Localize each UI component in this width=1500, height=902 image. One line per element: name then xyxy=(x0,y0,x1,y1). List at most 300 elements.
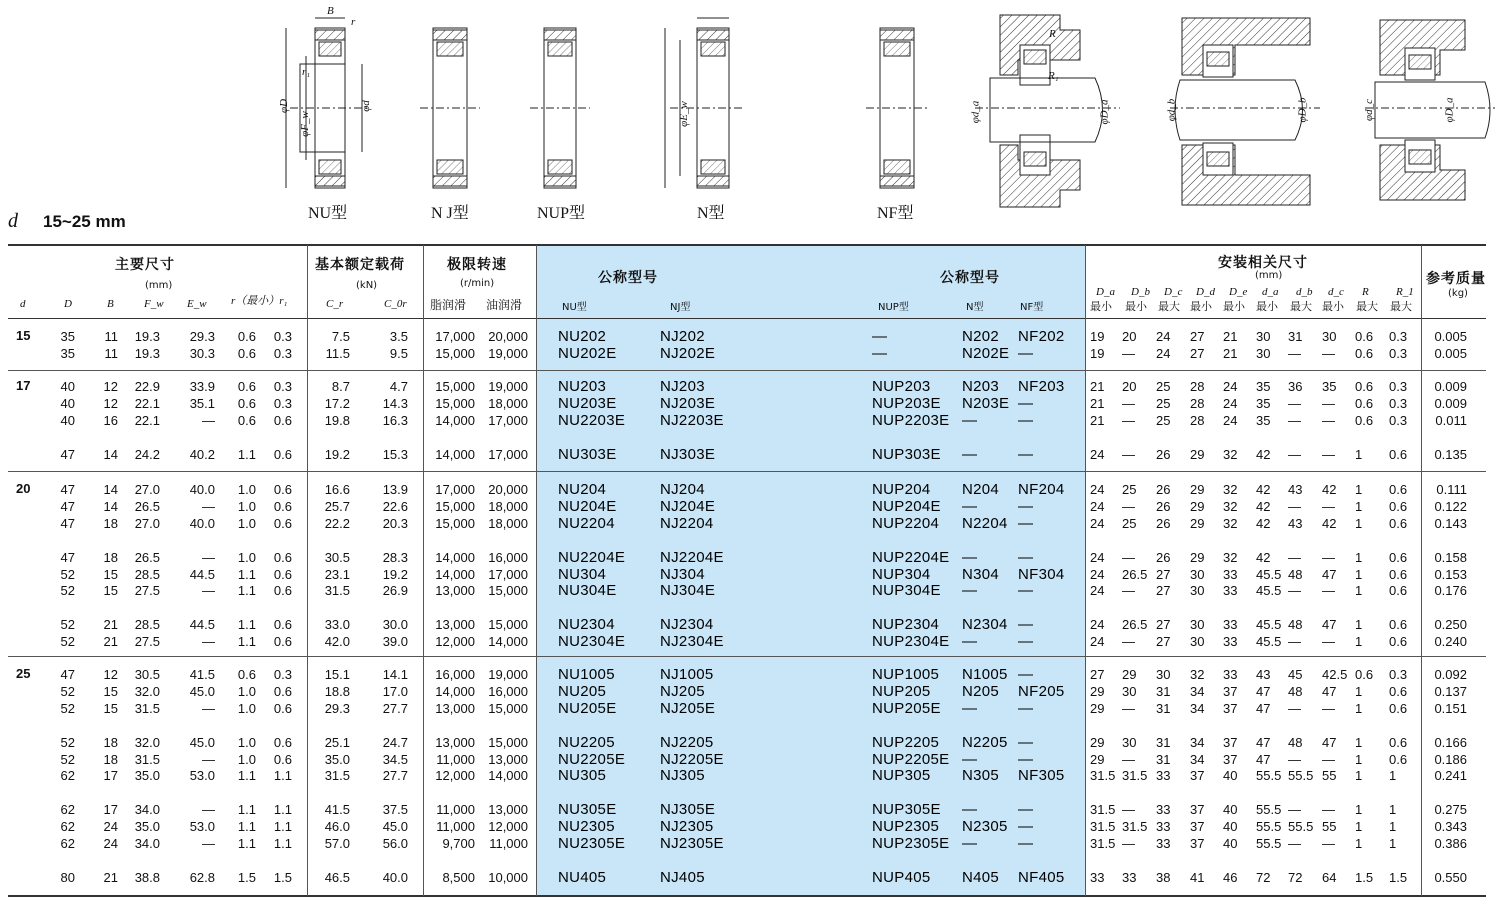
model-cell: NUP405 xyxy=(872,868,931,886)
value-cell: 19.2 xyxy=(382,566,408,582)
dim-label-phi-d-outer: φD xyxy=(278,98,291,114)
value-cell: 0.005 xyxy=(1434,345,1467,361)
value-cell: 24 xyxy=(103,819,118,835)
value-cell: 31.5 xyxy=(1122,768,1148,784)
value-cell: 0.6 xyxy=(237,395,256,411)
value-cell: 27.0 xyxy=(134,482,160,497)
value-cell: 22.1 xyxy=(134,395,160,411)
value-cell: 0.176 xyxy=(1434,583,1467,599)
value-cell: 25 xyxy=(1122,482,1137,497)
group-bore-d: 20 xyxy=(16,481,31,496)
model-cell: — xyxy=(962,548,978,566)
value-cell: 37 xyxy=(1190,836,1205,851)
value-cell: 0.6 xyxy=(273,566,292,582)
group-rule-25 xyxy=(8,656,1486,657)
model-cell: — xyxy=(962,445,978,463)
value-cell: 0.111 xyxy=(1436,482,1467,497)
value-cell: — xyxy=(202,634,215,650)
value-cell: 0.6 xyxy=(1355,329,1374,344)
value-cell: 15,000 xyxy=(435,345,475,361)
value-cell: 0.275 xyxy=(1434,802,1467,818)
model-cell: NU2205 xyxy=(558,733,615,751)
value-cell: 80 xyxy=(60,869,75,885)
value-cell: 33 xyxy=(1122,869,1137,885)
value-cell: 15.1 xyxy=(324,667,350,682)
value-cell: 31 xyxy=(1156,734,1171,750)
value-cell: 27 xyxy=(1156,634,1171,650)
install-col-subhead: 最大 xyxy=(1158,300,1180,313)
value-cell: 26 xyxy=(1156,482,1171,497)
value-cell: 31.5 xyxy=(134,700,160,716)
nj-type-diagram xyxy=(420,28,480,188)
value-cell: — xyxy=(202,412,215,428)
value-cell: 0.550 xyxy=(1434,869,1467,885)
value-cell: 0.137 xyxy=(1434,683,1467,699)
value-cell: — xyxy=(1322,498,1335,514)
value-cell: 18,000 xyxy=(488,498,528,514)
value-cell: 0.6 xyxy=(1355,345,1374,361)
model-cell: NJ305E xyxy=(660,801,716,819)
model-cell: NU2205E xyxy=(558,750,626,768)
value-cell: 15,000 xyxy=(435,395,475,411)
value-cell: 15 xyxy=(103,583,118,599)
value-cell: 19.3 xyxy=(134,345,160,361)
value-cell: 33 xyxy=(1156,802,1171,818)
value-cell: 0.6 xyxy=(1389,751,1408,767)
nf-type-diagram xyxy=(866,28,930,188)
value-cell: 47 xyxy=(60,498,75,514)
value-cell: 30 xyxy=(1190,583,1205,599)
model-cell: N405 xyxy=(962,868,1000,886)
model-cell: — xyxy=(1018,445,1034,463)
model-cell: NUP305 xyxy=(872,767,931,785)
model-cell: NF405 xyxy=(1018,868,1065,886)
col-divider-1 xyxy=(307,245,308,896)
col-head-D: D xyxy=(64,298,72,310)
value-cell: 11.5 xyxy=(325,345,350,361)
value-cell: 0.6 xyxy=(1389,549,1408,565)
value-cell: 42 xyxy=(1256,482,1271,497)
value-cell: 19.3 xyxy=(134,329,160,344)
header-mass-unit: (kg) xyxy=(1448,288,1468,299)
value-cell: 15 xyxy=(103,566,118,582)
value-cell: 1 xyxy=(1389,802,1397,818)
value-cell: 12 xyxy=(103,395,118,411)
value-cell: 17,000 xyxy=(435,329,475,344)
value-cell: 33 xyxy=(1223,566,1238,582)
model-cell: NUP203E xyxy=(872,394,941,412)
value-cell: 44.5 xyxy=(189,566,215,582)
nup-type-diagram xyxy=(530,28,590,188)
value-cell: 45.0 xyxy=(189,683,215,699)
value-cell: 15,000 xyxy=(435,515,475,531)
value-cell: 21 xyxy=(103,617,118,633)
value-cell: — xyxy=(1322,395,1335,411)
value-cell: 24 xyxy=(1090,634,1105,650)
value-cell: — xyxy=(1288,412,1301,428)
value-cell: 18 xyxy=(103,751,118,767)
value-cell: 47 xyxy=(60,549,75,565)
header-load: 基本额定载荷 xyxy=(315,257,405,273)
value-cell: 11,000 xyxy=(436,802,475,818)
model-cell: NUP204E xyxy=(872,497,941,515)
model-cell: NUP203 xyxy=(872,378,931,395)
value-cell: — xyxy=(1288,395,1301,411)
value-cell: 19,000 xyxy=(488,379,528,394)
model-cell: NU2203E xyxy=(558,411,626,429)
model-cell: N203E xyxy=(962,394,1010,412)
value-cell: 35 xyxy=(60,329,75,344)
value-cell: — xyxy=(1122,634,1135,650)
value-cell: 14,000 xyxy=(435,446,475,462)
value-cell: 0.240 xyxy=(1434,634,1467,650)
model-cell: — xyxy=(1018,411,1034,429)
value-cell: 1.1 xyxy=(237,446,256,462)
value-cell: 0.009 xyxy=(1434,395,1467,411)
value-cell: — xyxy=(1122,751,1135,767)
value-cell: — xyxy=(1322,412,1335,428)
value-cell: 16,000 xyxy=(435,667,475,682)
model-cell: N2305 xyxy=(962,818,1008,836)
value-cell: 41 xyxy=(1190,869,1205,885)
install-col-head: D_b xyxy=(1131,286,1150,298)
value-cell: 30.5 xyxy=(134,667,160,682)
model-cell: — xyxy=(962,497,978,515)
value-cell: 26 xyxy=(1156,498,1171,514)
model-cell: NUP204 xyxy=(872,481,931,498)
value-cell: 0.6 xyxy=(273,683,292,699)
install-col-head: D_d xyxy=(1196,286,1215,298)
value-cell: — xyxy=(1122,836,1135,851)
value-cell: 47 xyxy=(60,667,75,682)
value-cell: 8.7 xyxy=(331,379,350,394)
value-cell: 0.6 xyxy=(273,751,292,767)
value-cell: 47 xyxy=(1322,566,1337,582)
value-cell: 0.6 xyxy=(273,515,292,531)
value-cell: 30 xyxy=(1256,329,1271,344)
value-cell: 0.6 xyxy=(1389,498,1408,514)
value-cell: 52 xyxy=(60,734,75,750)
table-bottom-rule xyxy=(8,895,1486,897)
value-cell: 1.1 xyxy=(237,819,256,835)
model-cell: NU2305 xyxy=(558,818,615,836)
value-cell: 52 xyxy=(60,617,75,633)
header-nu-type: NU型 xyxy=(562,302,587,313)
value-cell: 24.2 xyxy=(134,446,160,462)
model-cell: N202E xyxy=(962,344,1010,362)
value-cell: 17.2 xyxy=(324,395,350,411)
value-cell: 33 xyxy=(1156,768,1171,784)
value-cell: 62 xyxy=(60,768,75,784)
header-model-2: 公称型号 xyxy=(940,270,1000,286)
value-cell: 1.1 xyxy=(273,768,292,784)
model-cell: NJ2305E xyxy=(660,835,724,852)
value-cell: 47 xyxy=(60,515,75,531)
model-cell: — xyxy=(962,835,978,852)
header-load-unit: (kN) xyxy=(356,280,378,291)
value-cell: 0.6 xyxy=(1389,446,1408,462)
value-cell: 1 xyxy=(1355,683,1363,699)
value-cell: 1 xyxy=(1355,768,1363,784)
value-cell: 20,000 xyxy=(488,482,528,497)
value-cell: 72 xyxy=(1288,869,1303,885)
value-cell: — xyxy=(1122,700,1135,716)
value-cell: 1.0 xyxy=(237,751,256,767)
group-bore-d: 15 xyxy=(16,328,31,343)
model-cell: — xyxy=(1018,394,1034,412)
value-cell: — xyxy=(1322,802,1335,818)
value-cell: 34 xyxy=(1190,751,1205,767)
dim-label-r1: r₁ xyxy=(302,66,311,78)
value-cell: 17 xyxy=(103,802,118,818)
model-cell: — xyxy=(962,750,978,768)
value-cell: 35 xyxy=(1256,412,1271,428)
value-cell: 0.186 xyxy=(1434,751,1467,767)
value-cell: — xyxy=(1288,549,1301,565)
value-cell: 16,000 xyxy=(488,549,528,565)
value-cell: 23.1 xyxy=(324,566,350,582)
value-cell: 43 xyxy=(1288,515,1303,531)
value-cell: 0.250 xyxy=(1434,617,1467,633)
value-cell: 1 xyxy=(1355,446,1363,462)
value-cell: 1 xyxy=(1355,566,1363,582)
value-cell: 0.3 xyxy=(273,379,292,394)
value-cell: — xyxy=(202,700,215,716)
value-cell: 42.5 xyxy=(1322,667,1348,682)
dim-label-phi-da: φd_a xyxy=(969,100,982,124)
value-cell: 52 xyxy=(60,583,75,599)
value-cell: 17.0 xyxy=(382,683,408,699)
value-cell: — xyxy=(1288,583,1301,599)
value-cell: 47 xyxy=(1256,734,1271,750)
value-cell: 0.6 xyxy=(1389,482,1408,497)
value-cell: 40.0 xyxy=(189,482,215,497)
model-cell: NJ203E xyxy=(660,394,716,412)
value-cell: 45.5 xyxy=(1256,566,1282,582)
value-cell: 18,000 xyxy=(488,395,528,411)
value-cell: 26.5 xyxy=(134,549,160,565)
value-cell: 31 xyxy=(1156,700,1171,716)
value-cell: 0.6 xyxy=(1389,566,1408,582)
install-col-subhead: 最大 xyxy=(1390,300,1412,313)
value-cell: 9,700 xyxy=(442,836,475,851)
value-cell: 26.9 xyxy=(382,583,408,599)
value-cell: 21 xyxy=(103,634,118,650)
value-cell: 35 xyxy=(1256,395,1271,411)
model-cell: NF205 xyxy=(1018,682,1065,700)
model-cell: NU305E xyxy=(558,801,617,819)
value-cell: 24 xyxy=(1223,395,1238,411)
value-cell: 14 xyxy=(103,482,118,497)
model-cell: N2304 xyxy=(962,616,1008,634)
value-cell: 47 xyxy=(1322,734,1337,750)
value-cell: 18 xyxy=(103,549,118,565)
value-cell: 34 xyxy=(1190,734,1205,750)
value-cell: 0.6 xyxy=(273,446,292,462)
value-cell: 55.5 xyxy=(1256,768,1282,784)
value-cell: 1 xyxy=(1355,751,1363,767)
value-cell: 11 xyxy=(104,329,118,344)
model-cell: NJ202 xyxy=(660,328,705,345)
value-cell: 64 xyxy=(1322,869,1337,885)
value-cell: 1 xyxy=(1389,768,1397,784)
value-cell: 42 xyxy=(1256,515,1271,531)
value-cell: 19.8 xyxy=(324,412,350,428)
model-cell: NUP2205 xyxy=(872,733,940,751)
value-cell: 14.3 xyxy=(382,395,408,411)
value-cell: 0.6 xyxy=(273,734,292,750)
model-cell: NJ204E xyxy=(660,497,716,515)
model-cell: N202 xyxy=(962,328,1000,345)
value-cell: 21 xyxy=(1223,329,1238,344)
value-cell: 45.0 xyxy=(382,819,408,835)
model-cell: NJ2203E xyxy=(660,411,724,429)
value-cell: 29 xyxy=(1190,498,1205,514)
model-cell: NUP205E xyxy=(872,699,941,717)
value-cell: 0.3 xyxy=(1389,667,1408,682)
value-cell: 28 xyxy=(1190,395,1205,411)
value-cell: — xyxy=(1122,498,1135,514)
model-cell: NU205E xyxy=(558,699,617,717)
model-cell: — xyxy=(962,699,978,717)
value-cell: 30 xyxy=(1256,345,1271,361)
value-cell: 41.5 xyxy=(324,802,350,818)
value-cell: 42 xyxy=(1256,446,1271,462)
value-cell: 1 xyxy=(1355,583,1363,599)
value-cell: — xyxy=(1322,634,1335,650)
value-cell: 24.7 xyxy=(382,734,408,750)
value-cell: 55.5 xyxy=(1288,819,1314,835)
value-cell: — xyxy=(202,751,215,767)
value-cell: 1 xyxy=(1355,482,1363,497)
value-cell: 26 xyxy=(1156,515,1171,531)
value-cell: 35.0 xyxy=(134,819,160,835)
value-cell: 1 xyxy=(1355,819,1363,835)
header-model-1: 公称型号 xyxy=(598,270,658,286)
install-col-subhead: 最小 xyxy=(1322,300,1344,313)
value-cell: 27.5 xyxy=(134,634,160,650)
value-cell: 48 xyxy=(1288,734,1303,750)
value-cell: 17,000 xyxy=(488,412,528,428)
value-cell: 0.153 xyxy=(1434,566,1467,582)
value-cell: 31 xyxy=(1156,683,1171,699)
model-cell: NJ405 xyxy=(660,868,705,886)
value-cell: — xyxy=(1288,446,1301,462)
header-install: 安装相关尺寸 xyxy=(1218,255,1308,271)
model-cell: N205 xyxy=(962,682,1000,700)
value-cell: 24 xyxy=(1090,498,1105,514)
value-cell: 34 xyxy=(1190,700,1205,716)
install-col-subhead: 最大 xyxy=(1356,300,1378,313)
value-cell: 0.3 xyxy=(1389,345,1408,361)
model-cell: NUP2203E xyxy=(872,411,950,429)
value-cell: 13,000 xyxy=(435,583,475,599)
label-nj-type: N J型 xyxy=(431,205,469,222)
value-cell: — xyxy=(1288,751,1301,767)
value-cell: 45.5 xyxy=(1256,583,1282,599)
value-cell: 30 xyxy=(1122,683,1137,699)
value-cell: 12,000 xyxy=(435,634,475,650)
model-cell: — xyxy=(1018,733,1034,751)
value-cell: 28.3 xyxy=(382,549,408,565)
model-cell: NU2304E xyxy=(558,633,626,651)
value-cell: 24 xyxy=(1156,329,1171,344)
value-cell: 40.0 xyxy=(382,869,408,885)
value-cell: 29 xyxy=(1190,515,1205,531)
nu-type-diagram xyxy=(286,18,370,188)
value-cell: 0.6 xyxy=(1355,379,1374,394)
model-cell: — xyxy=(1018,497,1034,515)
value-cell: 27 xyxy=(1190,329,1205,344)
value-cell: 25 xyxy=(1156,412,1171,428)
value-cell: 7.5 xyxy=(331,329,350,344)
header-speed: 极限转速 xyxy=(447,257,507,273)
group-bore-d: 17 xyxy=(16,378,31,393)
model-cell: NJ303E xyxy=(660,445,716,463)
model-cell: NUP1005 xyxy=(872,666,940,683)
value-cell: 19,000 xyxy=(488,667,528,682)
value-cell: 30.3 xyxy=(189,345,215,361)
value-cell: 40.0 xyxy=(189,515,215,531)
value-cell: 55.5 xyxy=(1256,819,1282,835)
value-cell: 17,000 xyxy=(435,482,475,497)
value-cell: 40 xyxy=(1223,836,1238,851)
value-cell: 1 xyxy=(1355,802,1363,818)
header-nf-type: NF型 xyxy=(1020,302,1044,313)
group-rule-20 xyxy=(8,471,1486,472)
model-cell: NJ2204E xyxy=(660,548,724,566)
value-cell: 42 xyxy=(1256,549,1271,565)
value-cell: 34.5 xyxy=(382,751,408,767)
value-cell: 16,000 xyxy=(488,683,528,699)
value-cell: 31.5 xyxy=(1090,836,1116,851)
model-cell: NU2204 xyxy=(558,514,615,532)
group-bore-d: 25 xyxy=(16,666,31,681)
value-cell: 13,000 xyxy=(435,617,475,633)
model-cell: NU202 xyxy=(558,328,607,345)
value-cell: 29 xyxy=(1190,549,1205,565)
value-cell: 14.1 xyxy=(382,667,408,682)
value-cell: 21 xyxy=(103,869,118,885)
value-cell: — xyxy=(202,802,215,818)
model-cell: NU2304 xyxy=(558,616,615,634)
model-cell: N1005 xyxy=(962,666,1008,683)
value-cell: 1.5 xyxy=(237,869,256,885)
value-cell: 31.5 xyxy=(1122,819,1148,835)
model-cell: — xyxy=(1018,750,1034,768)
value-cell: 0.005 xyxy=(1434,329,1467,344)
value-cell: 13,000 xyxy=(488,802,528,818)
model-cell: NUP303E xyxy=(872,445,941,463)
model-cell: NUP2204E xyxy=(872,548,950,566)
header-nj-type: NJ型 xyxy=(670,302,691,313)
value-cell: 35.0 xyxy=(324,751,350,767)
label-nf-type: NF型 xyxy=(877,205,914,222)
value-cell: 1.5 xyxy=(273,869,292,885)
value-cell: 13,000 xyxy=(435,700,475,716)
value-cell: — xyxy=(1122,412,1135,428)
value-cell: — xyxy=(1122,345,1135,361)
value-cell: 40 xyxy=(60,379,75,394)
model-cell: N304 xyxy=(962,565,1000,583)
value-cell: 37 xyxy=(1190,802,1205,818)
value-cell: 45.5 xyxy=(1256,617,1282,633)
value-cell: 29.3 xyxy=(324,700,350,716)
value-cell: 40.2 xyxy=(189,446,215,462)
model-cell: — xyxy=(1018,514,1034,532)
dim-label-b: B xyxy=(327,5,334,17)
mounting-diagram-3 xyxy=(1362,20,1495,200)
